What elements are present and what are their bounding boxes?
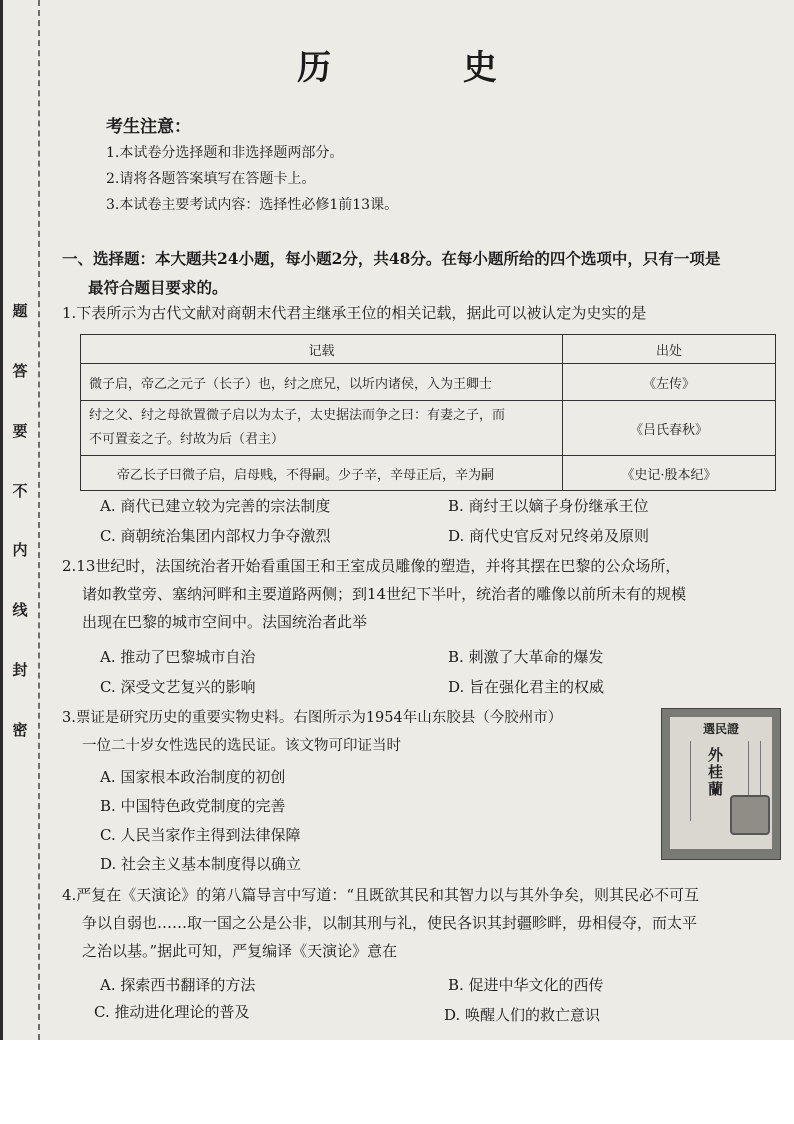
option-d[interactable]: D. 商代史官反对兄终弟及原则 [448, 527, 650, 545]
voter-card [670, 717, 772, 849]
card-column-line [690, 741, 699, 821]
table-header: 记载 [81, 335, 563, 364]
table-row [81, 364, 776, 401]
option-a[interactable]: A. 商代已建立较为完善的宗法制度 [100, 497, 331, 515]
stamp-icon [730, 795, 770, 835]
table-cell-record: 纣之父、纣之母欲置微子启以为太子，太史据法而争之曰：有妻之子，而 不可置妾之子。纣故为后（君主） [81, 401, 563, 456]
question-4-stem: 4.严复在《天演论》的第八篇导言中写道：“且既欲其民和其智力以与其外争矣，则其民必不可互 争以自弱也……取一国之公是公非，以制其刑与礼，使民各识其封疆畛畔，毋相侵夺，而太平 之治以基。”据此可知，严复编译《天演论》意在 [62, 886, 699, 960]
table-row [81, 456, 776, 491]
option-d[interactable]: D. 旨在强化君主的权威 [448, 678, 605, 696]
question-3-stem: 3.票证是研究历史的重要实物史料。右图所示为1954年山东胶县（今胶州市） 一位二十岁女性选民的选民证。该文物可印证当时 [62, 710, 563, 754]
option-a[interactable]: A. 推动了巴黎城市自治 [100, 648, 256, 666]
records-table [80, 334, 776, 491]
exam-title: 历 史 [297, 48, 557, 88]
option-a[interactable]: A. 探索西书翻译的方法 [100, 976, 256, 994]
table-cell-record: 帝乙长子曰微子启，启母贱，不得嗣。少子辛，辛母正后，辛为嗣 [81, 456, 563, 491]
option-c[interactable]: C. 商朝统治集团内部权力争夺激烈 [100, 527, 331, 545]
notice-heading: 考生注意： [106, 117, 191, 137]
notice-item: 2.请将各题答案填写在答题卡上。 [106, 171, 316, 187]
question-2-stem: 2.13世纪时，法国统治者开始看重国王和王室成员雕像的塑造，并将其摆在巴黎的公众场所， 诸如教堂旁、塞纳河畔和主要道路两侧；到14世纪下半叶，统治者的雕像以前所未有的规模 出现在巴黎的城市空间中。法国统治者此举 [62, 557, 687, 631]
notice-item: 3.本试卷主要考试内容：选择性必修1前13课。 [106, 197, 399, 213]
table-cell-source: 《左传》 [563, 364, 776, 401]
option-b[interactable]: B. 商纣王以嫡子身份继承王位 [448, 497, 649, 515]
margin-char: 题 [12, 302, 28, 320]
section-heading [62, 244, 780, 302]
margin-char: 要 [12, 421, 28, 440]
voter-card-photo [661, 708, 781, 860]
margin-char: 不 [12, 481, 28, 500]
option-c[interactable]: C. 推动进化理论的普及 [94, 1003, 250, 1021]
margin-char: 答 [12, 361, 28, 380]
option-a[interactable]: A. 国家根本政治制度的初创 [100, 768, 286, 786]
notice-item: 1.本试卷分选择题和非选择题两部分。 [106, 145, 344, 161]
voter-card-title: 選民證 [702, 722, 739, 736]
margin-char: 封 [12, 661, 28, 680]
option-b[interactable]: B. 刺激了大革命的爆发 [448, 648, 604, 666]
margin-char: 线 [12, 601, 28, 620]
table-row [81, 401, 776, 456]
option-b[interactable]: B. 中国特色政党制度的完善 [100, 797, 286, 815]
table-cell-source: 《史记·殷本纪》 [563, 456, 776, 491]
margin-char: 内 [12, 541, 28, 560]
option-c[interactable]: C. 人民当家作主得到法律保障 [100, 826, 301, 844]
binding-line [38, 0, 40, 1040]
option-c[interactable]: C. 深受文艺复兴的影响 [100, 678, 256, 696]
question-1-stem: 1.下表所示为古代文献对商朝末代君主继承王位的相关记载，据此可以被认定为史实的是 [62, 304, 647, 322]
section-line: 一、选择题：本大题共24小题，每小题2分，共48分。在每小题所给的四个选项中，只有一项是 [62, 249, 721, 268]
option-d[interactable]: D. 唤醒人们的救亡意识 [444, 1006, 601, 1024]
table-cell-source: 《吕氏春秋》 [563, 401, 776, 456]
option-d[interactable]: D. 社会主义基本制度得以确立 [100, 855, 302, 873]
voter-name: 外桂蘭 [708, 746, 724, 798]
table-header-row [81, 335, 776, 364]
binding-margin-text [10, 300, 30, 740]
section-line: 最符合题目要求的。 [88, 278, 228, 297]
page-edge [0, 0, 3, 1040]
option-b[interactable]: B. 促进中华文化的西传 [448, 976, 604, 994]
table-cell-record: 微子启，帝乙之元子（长子）也，纣之庶兄，以圻内诸侯，入为王卿士 [81, 364, 563, 401]
table-header: 出处 [563, 335, 776, 364]
margin-char: 密 [12, 720, 28, 739]
